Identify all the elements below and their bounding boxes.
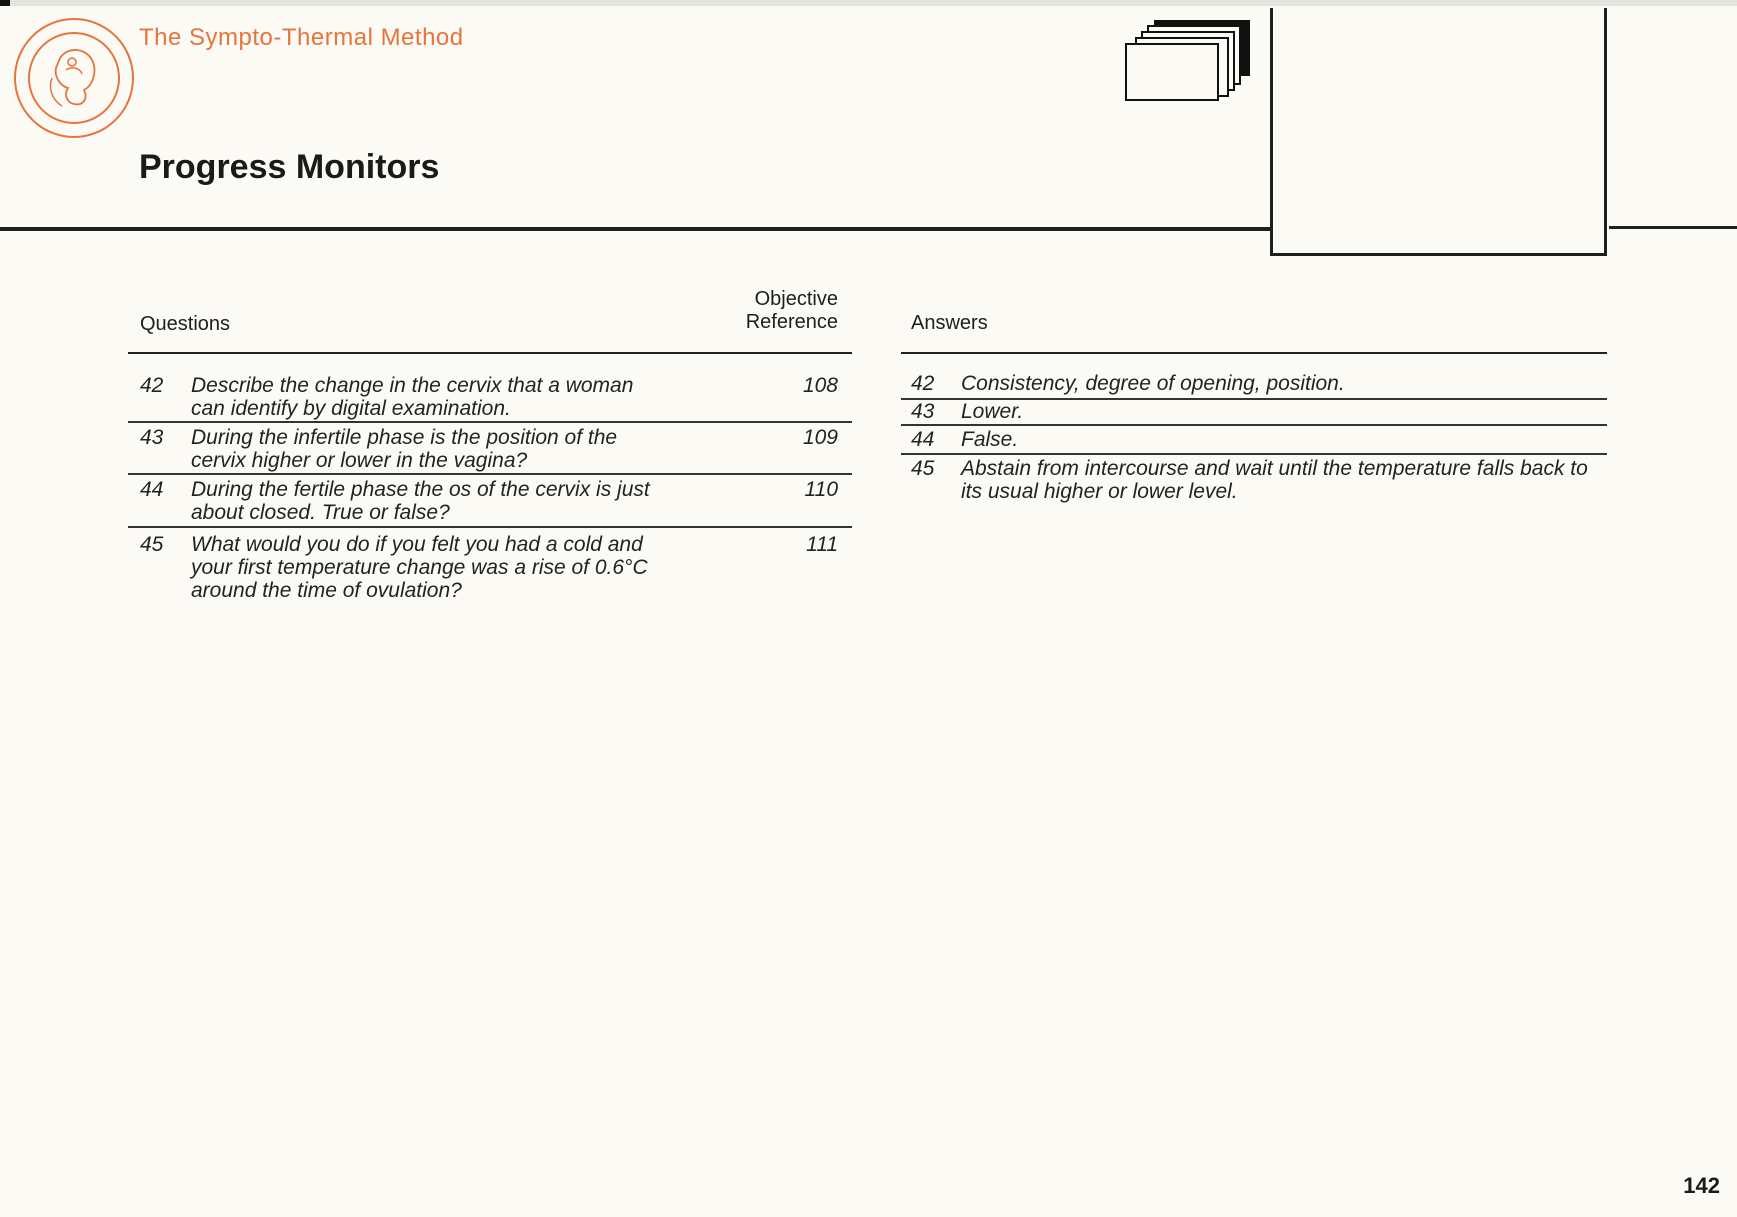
answer-row: [901, 428, 1607, 452]
row-divider: [901, 453, 1607, 455]
questions-heading: Questions: [140, 313, 231, 335]
answer-panel-box: [1270, 8, 1607, 256]
question-number: 45: [140, 533, 164, 556]
question-row: [128, 478, 852, 524]
question-number: 42: [140, 374, 164, 397]
header-rule-right: [1609, 226, 1737, 229]
series-title: The Sympto-Thermal Method: [139, 24, 464, 51]
question-number: 43: [140, 426, 164, 449]
question-row: [128, 426, 852, 472]
circular-fetus-emblem-icon: [12, 16, 136, 140]
stacked-cards-icon: [1122, 18, 1254, 102]
question-number: 44: [140, 478, 164, 501]
question-row: [128, 533, 852, 603]
row-divider: [901, 424, 1607, 426]
answer-row: [901, 372, 1607, 396]
page-number: 142: [1683, 1173, 1720, 1198]
objective-reference: 109: [802, 426, 838, 449]
row-divider: [128, 526, 852, 528]
answer-number: 42: [911, 372, 935, 395]
answers-header-rule: [901, 352, 1607, 354]
answer-text: Lower.: [961, 400, 1024, 423]
page-title: Progress Monitors: [139, 148, 440, 186]
objective-heading-line1: Objective: [754, 288, 838, 310]
questions-header-rule: [128, 352, 852, 354]
question-text: Describe the change in the cervix that a woman can identify by digital examination.: [191, 374, 634, 420]
answer-text: Consistency, degree of opening, position.: [961, 372, 1345, 395]
question-text: During the fertile phase the os of the cervix is just about closed. True or false?: [191, 478, 650, 524]
question-text: What would you do if you felt you had a cold and your first temperature change was a rise of 0.6°C around the time of ovulation?: [191, 533, 648, 602]
row-divider: [128, 421, 852, 423]
objective-reference: 110: [804, 478, 838, 501]
header-rule: [0, 227, 1270, 231]
answer-number: 45: [911, 457, 935, 480]
objective-reference-heading: [720, 288, 838, 334]
answer-number: 43: [911, 400, 935, 423]
answer-number: 44: [911, 428, 935, 451]
question-row: [128, 374, 852, 420]
answer-row: [901, 457, 1607, 505]
answer-text: Abstain from intercourse and wait until the temperature falls back to its usual higher or lower level.: [961, 457, 1588, 503]
objective-reference: 111: [806, 533, 838, 556]
top-edge-strip: [0, 0, 1737, 6]
answer-text: False.: [961, 428, 1019, 451]
question-text: During the infertile phase is the position of the cervix higher or lower in the vagina?: [191, 426, 618, 472]
objective-reference: 108: [802, 374, 838, 397]
objective-heading-line2: Reference: [745, 311, 838, 333]
top-edge-mark: [0, 0, 10, 6]
answer-row: [901, 400, 1607, 424]
answers-heading: Answers: [911, 312, 988, 334]
row-divider: [128, 473, 852, 475]
